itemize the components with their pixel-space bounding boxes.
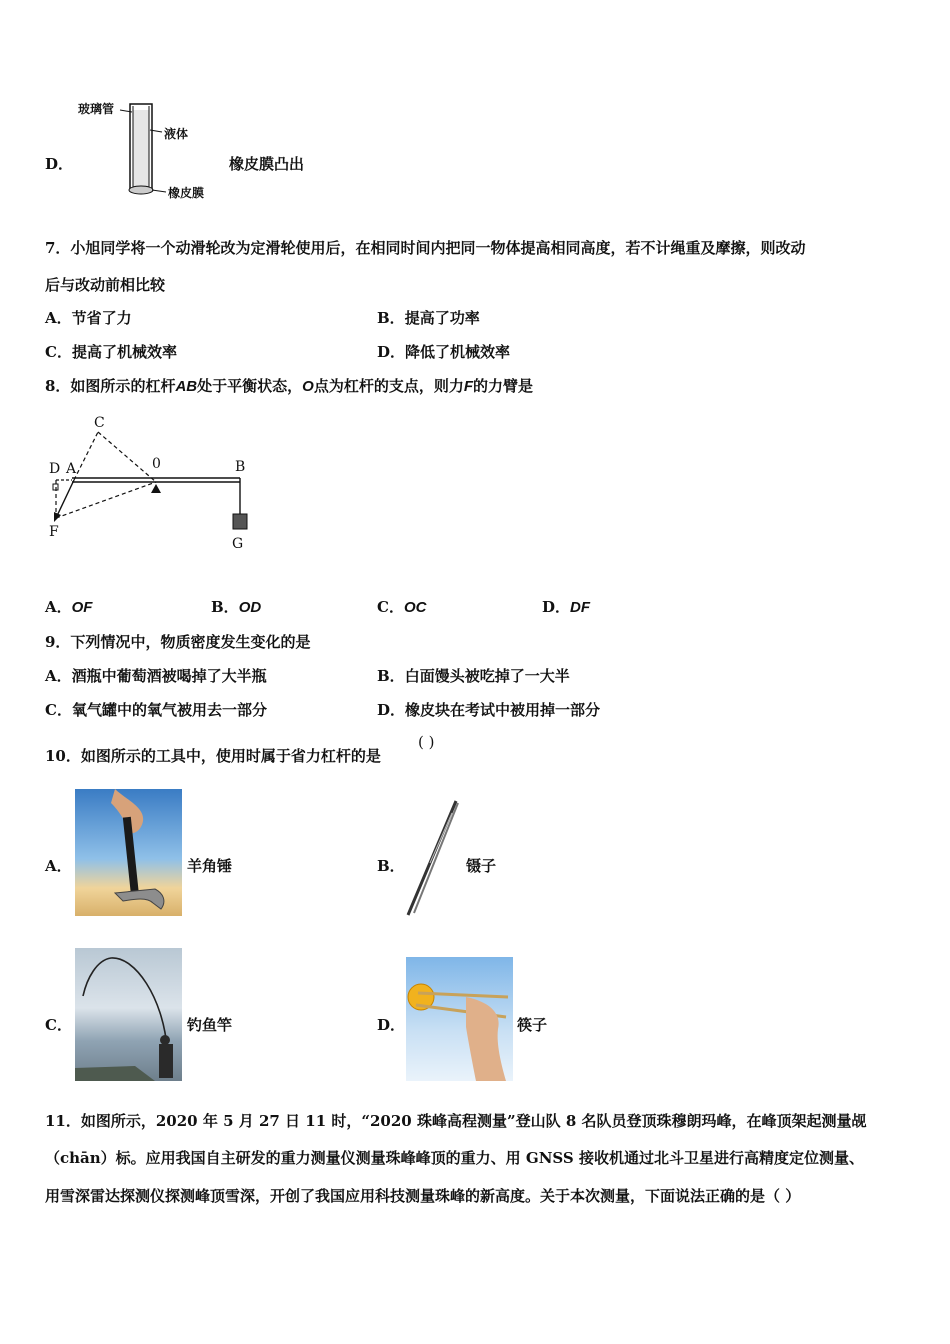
q10-answer-paren: ( ) — [418, 733, 435, 751]
q10-option-c-letter: C． — [45, 1016, 72, 1034]
lever-diagram — [44, 414, 264, 560]
q8-option-b: B．OD — [211, 598, 262, 616]
chopsticks-image — [406, 957, 513, 1081]
q10-option-d-text: 筷子 — [517, 1016, 548, 1034]
q9-stem: 9．下列情况中，物质密度发生变化的是 — [45, 633, 311, 651]
q8-option-c: C．OC — [377, 598, 427, 616]
q10-option-a-text: 羊角锤 — [187, 857, 233, 875]
q6-option-d-text: 橡皮膜凸出 — [229, 155, 305, 173]
q7-stem-line1: 7．小旭同学将一个动滑轮改为定滑轮使用后，在相同时间内把同一物体提高相同高度，若不计绳重及摩擦，则改动 — [45, 239, 806, 257]
q9-option-d: D．橡皮块在考试中被用掉一部分 — [377, 701, 601, 719]
q6-option-d-letter: D． — [45, 155, 74, 173]
q10-option-d-letter: D． — [377, 1016, 406, 1034]
tube-label: 玻璃管 — [78, 102, 115, 116]
q11-stem-line2: （chān）标。应用我国自主研发的重力测量仪测量珠峰峰顶的重力、用 GNSS 接收机通过北斗卫星进行高精度定位测量、 — [45, 1149, 864, 1167]
q7-option-c: C．提高了机械效率 — [45, 343, 177, 361]
q10-option-a-letter: A． — [45, 857, 72, 875]
q7-stem-line2: 后与改动前相比较 — [45, 276, 166, 294]
q9-option-b: B．白面馒头被吃掉了一大半 — [377, 667, 570, 685]
q8-stem: 8．如图所示的杠杆AB处于平衡状态，O点为杠杆的支点，则力F的力臂是 — [45, 377, 534, 395]
label-a: A — [66, 461, 77, 477]
claw-hammer-image — [75, 789, 182, 916]
label-d: D — [49, 461, 61, 477]
liquid-label: 液体 — [164, 127, 189, 141]
q8-lever-figure — [44, 414, 264, 560]
q9-option-a: A．酒瓶中葡萄酒被喝掉了大半瓶 — [45, 667, 267, 685]
label-b: B — [235, 459, 246, 475]
label-g: G — [232, 536, 244, 552]
q7-option-d: D．降低了机械效率 — [377, 343, 511, 361]
q11-stem-line1: 11．如图所示，2020 年 5 月 27 日 11 时，“2020 珠峰高程测量”登山队 8 名队员登顶珠穆朗玛峰，在峰顶架起测量觇 — [45, 1112, 867, 1130]
q10-option-b-text: 镊子 — [466, 857, 497, 875]
q9-option-c: C．氧气罐中的氧气被用去一部分 — [45, 701, 267, 719]
q10-option-c-text: 钓鱼竿 — [187, 1016, 233, 1034]
q8-option-a: A．OF — [45, 598, 93, 616]
label-f: F — [49, 524, 59, 540]
q10-stem: 10．如图所示的工具中，使用时属于省力杠杆的是 — [45, 747, 381, 765]
fishing-rod-image — [75, 948, 182, 1081]
q6-tube-figure — [70, 98, 220, 202]
label-c: C — [94, 415, 105, 431]
tweezers-image — [400, 797, 462, 919]
q7-option-b: B．提高了功率 — [377, 309, 480, 327]
q7-option-a: A．节省了力 — [45, 309, 132, 327]
membrane-label: 橡皮膜 — [168, 186, 205, 200]
q11-stem-line3: 用雪深雷达探测仪探测峰顶雪深，开创了我国应用科技测量珠峰的新高度。关于本次测量，下面说法正确的是（ ） — [45, 1187, 801, 1205]
label-o: 0 — [152, 456, 161, 472]
q10-option-b-letter: B． — [377, 857, 405, 875]
q8-option-d: D．DF — [542, 598, 591, 616]
